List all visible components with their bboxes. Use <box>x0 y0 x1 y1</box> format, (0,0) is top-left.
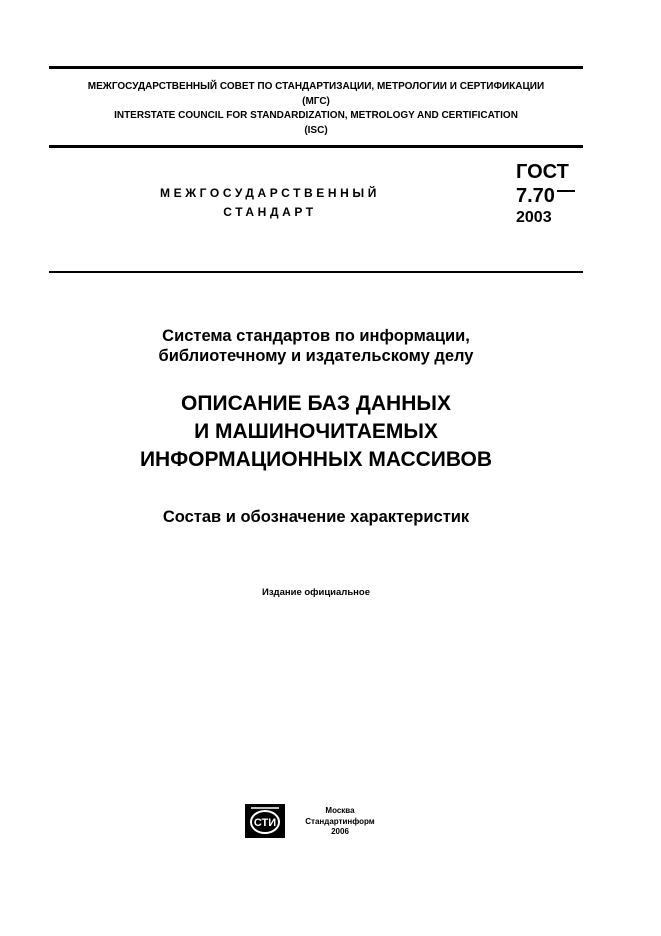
standard-type-line1: МЕЖГОСУДАРСТВЕННЫЙ <box>160 186 380 200</box>
edition-note: Издание официальное <box>262 587 370 598</box>
designation-number-line <box>516 184 575 208</box>
publisher-year: 2006 <box>331 827 349 836</box>
svg-text:СТИ: СТИ <box>253 817 277 829</box>
designation-prefix: ГОСТ <box>516 161 569 183</box>
publisher-imprint <box>292 806 388 838</box>
bottom-divider <box>49 271 583 273</box>
standard-type-line2: СТАНДАРТ <box>223 205 317 219</box>
document-subtitle: Состав и обозначение характеристик <box>162 508 470 526</box>
standard-type-label <box>120 184 420 222</box>
designation-year: 2003 <box>516 209 552 226</box>
document-title-line2: И МАШИНОЧИТАЕМЫХ <box>194 420 438 443</box>
document-title-line1: ОПИСАНИЕ БАЗ ДАННЫХ <box>181 392 451 415</box>
document-title-line3: ИНФОРМАЦИОННЫХ МАССИВОВ <box>139 448 493 471</box>
middle-divider <box>49 145 583 148</box>
system-title-line1: Система стандартов по информации, <box>162 327 470 345</box>
council-name-en: INTERSTATE COUNCIL FOR STANDARDIZATION, METROLOGY AND CERTIFICATION <box>114 110 518 121</box>
council-abbr-en: (ISC) <box>304 124 328 136</box>
top-divider <box>49 66 583 69</box>
standartinform-logo-icon <box>245 804 285 838</box>
system-title-line2: библиотечному и издательскому делу <box>158 347 474 365</box>
publisher-name: Стандартинформ <box>305 816 375 826</box>
council-header <box>49 80 583 138</box>
council-name-ru: МЕЖГОСУДАРСТВЕННЫЙ СОВЕТ ПО СТАНДАРТИЗАЦИИ, МЕТРОЛОГИИ И СЕРТИФИКАЦИИ <box>87 81 545 92</box>
designation-number: 7.70 <box>516 185 555 207</box>
standard-designation <box>516 160 575 228</box>
designation-dash <box>557 190 575 192</box>
council-abbr-ru: (МГС) <box>302 95 330 107</box>
publisher-city: Москва <box>325 806 355 815</box>
system-title <box>49 326 583 366</box>
document-title <box>49 390 583 474</box>
